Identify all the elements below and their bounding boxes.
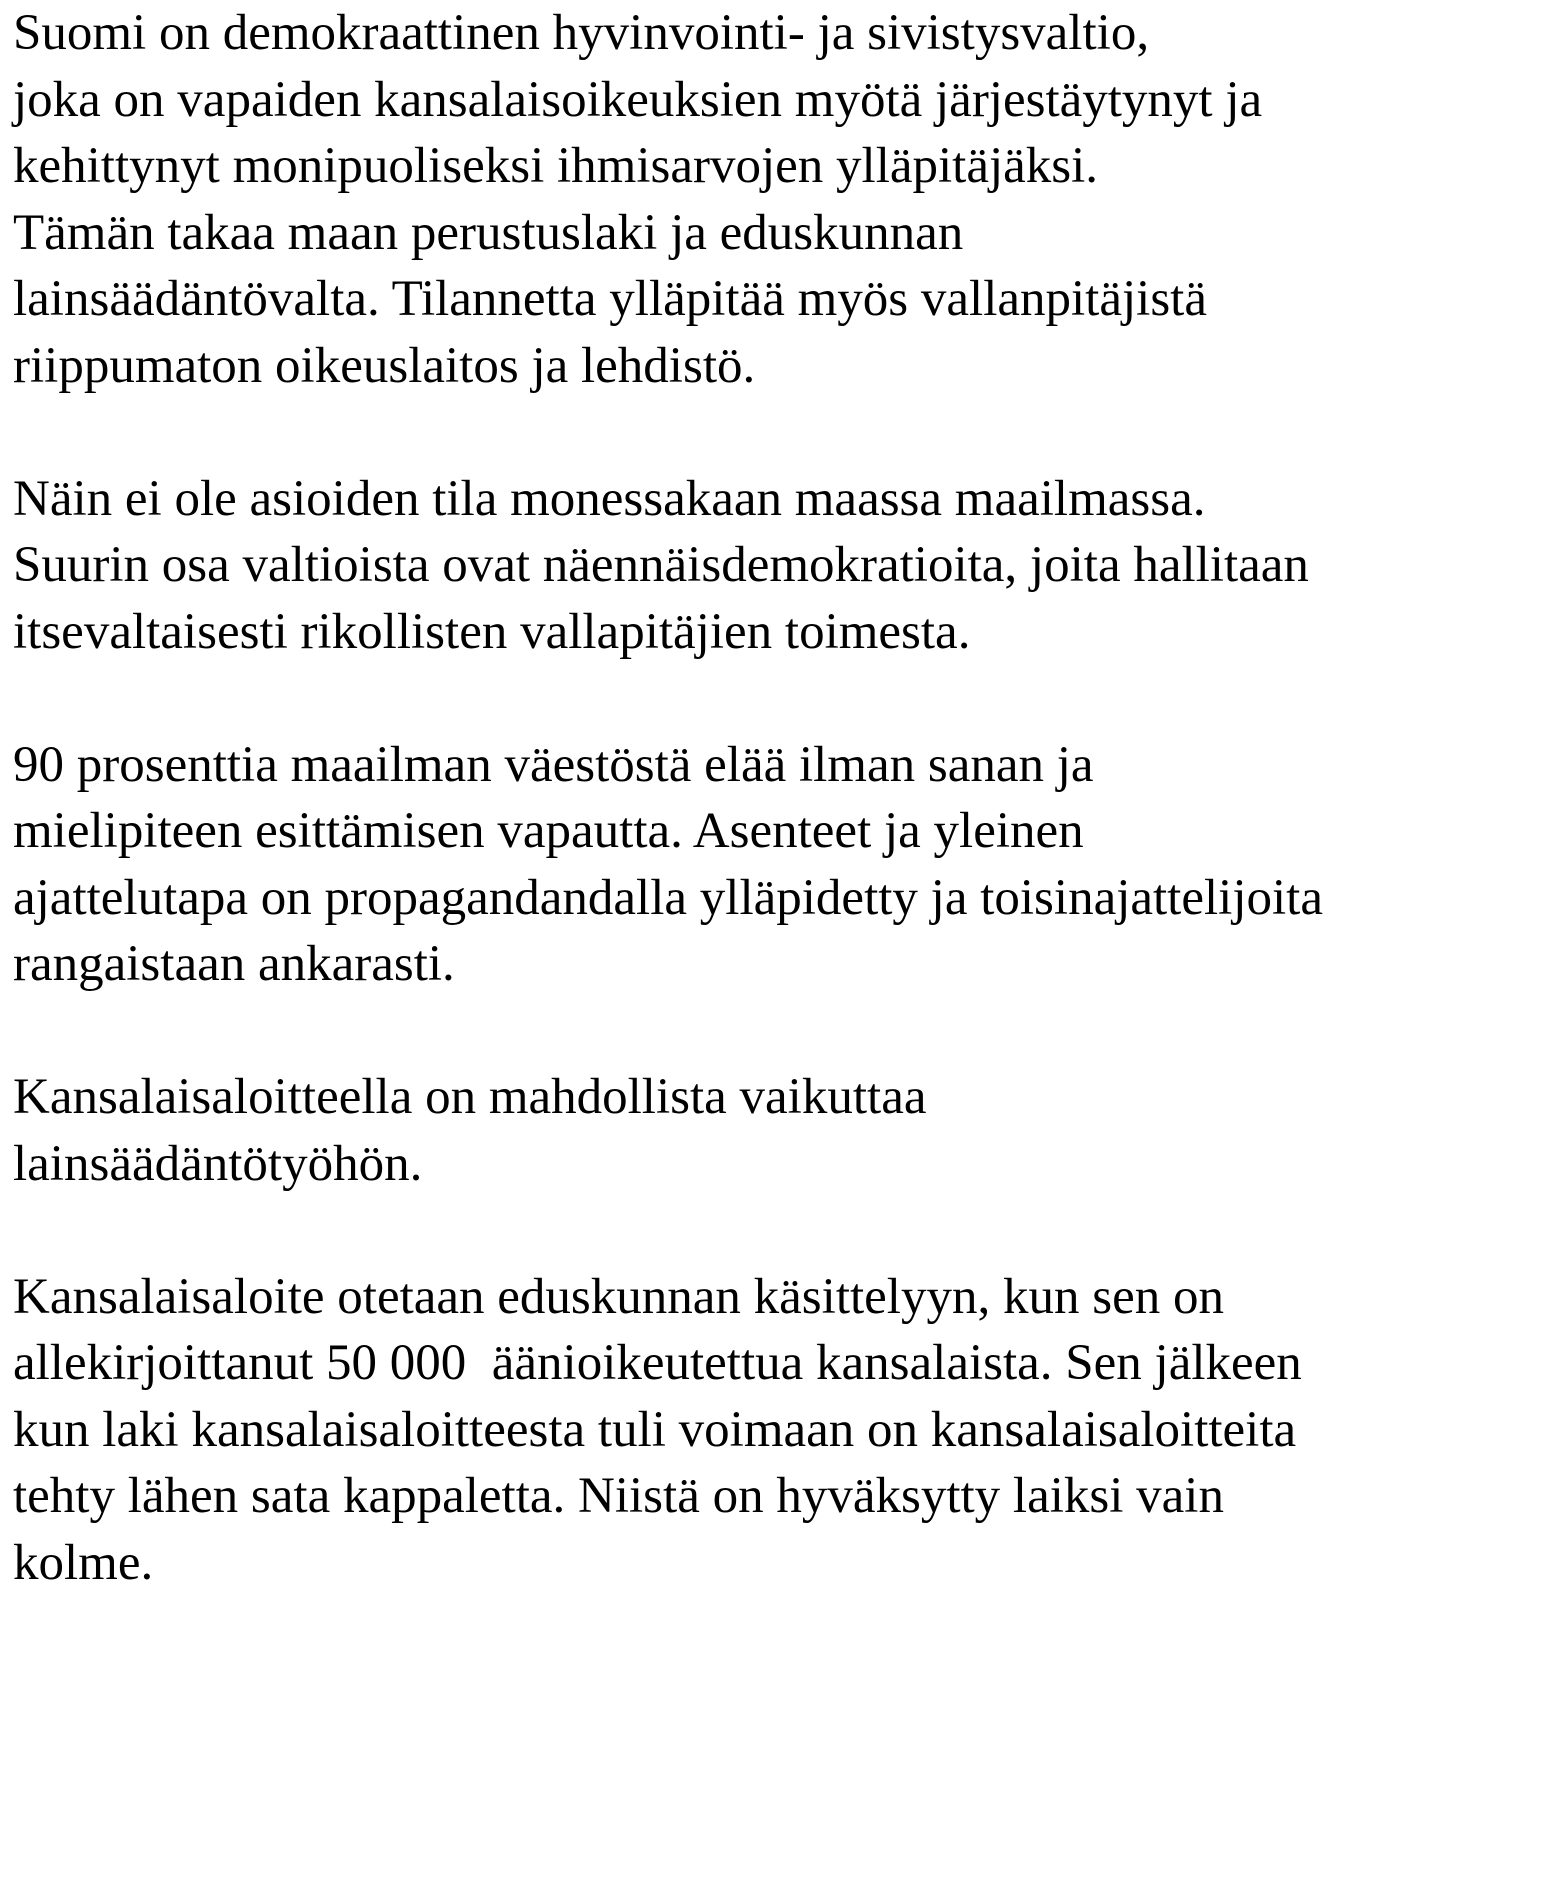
text-line: riippumaton oikeuslaitos ja lehdistö.: [13, 337, 756, 394]
document-body: [13, 0, 1533, 1596]
text-line: Kansalaisaloitteella on mahdollista vaikuttaa: [13, 1069, 927, 1125]
text-line: itsevaltaisesti rikollisten vallapitäjien toimesta.: [13, 603, 971, 660]
text-line: Tämän takaa maan perustuslaki ja eduskunnan: [13, 204, 964, 261]
text-line: kolme.: [13, 1534, 154, 1591]
text-line: rangaistaan ankarasti.: [13, 936, 455, 992]
text-line: 90 prosenttia maailman väestöstä elää ilman sanan ja: [13, 736, 1094, 793]
paragraph-3: [13, 732, 1533, 998]
paragraph-gap: [13, 399, 1533, 466]
paragraph-gap: [13, 998, 1533, 1065]
text-line: kehittynyt monipuoliseksi ihmisarvojen ylläpitäjäksi.: [13, 138, 1099, 194]
text-line: mielipiteen esittämisen vapautta. Asenteet ja yleinen: [13, 803, 1084, 859]
text-line: kun laki kansalaisaloitteesta tuli voimaan on kansalaisaloitteita: [13, 1401, 1297, 1458]
text-line: lainsäädäntötyöhön.: [13, 1135, 423, 1192]
text-line: Kansalaisaloite otetaan eduskunnan käsittelyyn, kun sen on: [13, 1268, 1224, 1325]
paragraph-gap: [13, 665, 1533, 732]
text-line: lainsäädäntövalta. Tilannetta ylläpitää myös vallanpitäjistä: [13, 271, 1207, 327]
text-line: joka on vapaiden kansalaisoikeuksien myötä järjestäytynyt ja: [13, 71, 1263, 128]
paragraph-gap: [13, 1197, 1533, 1264]
text-line: ajattelutapa on propagandandalla ylläpidetty ja toisinajattelijoita: [13, 869, 1323, 926]
text-line: Suurin osa valtioista ovat näennäisdemokratioita, joita hallitaan: [13, 537, 1309, 593]
text-line: allekirjoittanut 50 000 äänioikeutettua kansalaista. Sen jälkeen: [13, 1335, 1302, 1391]
text-line: tehty lähen sata kappaletta. Niistä on hyväksytty laiksi vain: [13, 1468, 1224, 1524]
text-line: Suomi on demokraattinen hyvinvointi- ja sivistysvaltio,: [13, 5, 1150, 61]
paragraph-2: [13, 466, 1533, 666]
paragraph-1: [13, 0, 1533, 399]
text-line: Näin ei ole asioiden tila monessakaan maassa maailmassa.: [13, 470, 1206, 527]
paragraph-5: [13, 1264, 1533, 1597]
paragraph-4: [13, 1064, 1533, 1197]
